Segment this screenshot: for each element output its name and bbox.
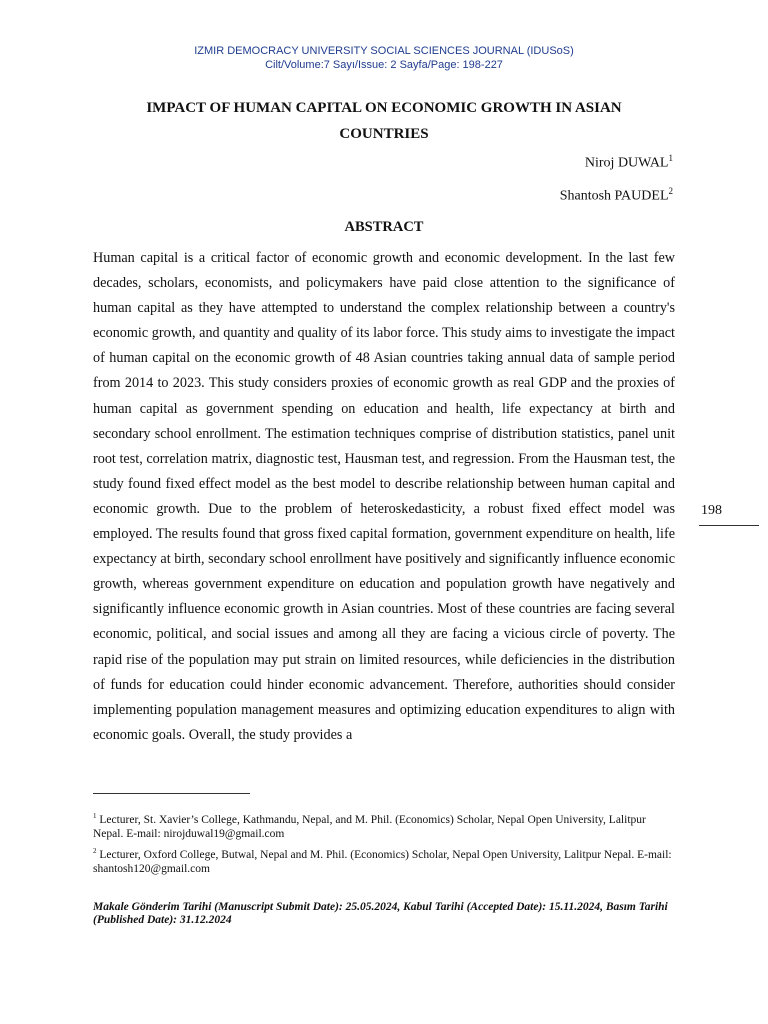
author-2 bbox=[560, 186, 673, 205]
footnote-mark: 1 bbox=[93, 812, 97, 820]
journal-header bbox=[0, 44, 768, 72]
paper-title: IMPACT OF HUMAN CAPITAL ON ECONOMIC GROWTH IN ASIAN COUNTRIES bbox=[146, 100, 622, 142]
journal-name: IZMIR DEMOCRACY UNIVERSITY SOCIAL SCIENCES JOURNAL (IDUSoS) bbox=[194, 45, 574, 57]
author-name: Shantosh PAUDEL bbox=[559, 188, 669, 204]
author-footnote-mark: 1 bbox=[668, 153, 673, 163]
submission-dates: Makale Gönderim Tarihi (Manuscript Submit Date): 25.05.2024, Kabul Tarihi (Accepted Date): 15.11.2024, Basım Tarihi (Published Date): 31.12.2024 bbox=[93, 901, 668, 926]
author-name: Niroj DUWAL bbox=[584, 155, 669, 171]
abstract-heading: ABSTRACT bbox=[344, 219, 424, 235]
volume-info: Cilt/Volume:7 Sayı/Issue: 2 Sayfa/Page: 198-227 bbox=[265, 59, 503, 71]
page-number-rule bbox=[699, 525, 759, 526]
footnote-text: Lecturer, St. Xavier’s College, Kathmandu, Nepal, and M. Phil. (Economics) Scholar, Nepal Open University, Lalitpur Nepal. E-mail: nirojduwal19@gmail.com bbox=[93, 813, 646, 840]
author-footnote-mark: 2 bbox=[668, 186, 673, 196]
page-number: 198 bbox=[701, 503, 722, 518]
footnote-text: Lecturer, Oxford College, Butwal, Nepal and M. Phil. (Economics) Scholar, Nepal Open University, Lalitpur Nepal. E-mail: shantosh120@gmail.com bbox=[93, 848, 672, 875]
footnote-2 bbox=[93, 844, 678, 876]
author-1 bbox=[585, 153, 673, 172]
footnote-mark: 2 bbox=[93, 847, 97, 855]
footnote-divider bbox=[93, 793, 250, 794]
abstract-text: Human capital is a critical factor of economic growth and economic development. In the last few decades, scholars, economists, and policymakers have paid close attention to the significance of human capital as they have attempted to understand the complex relationship between a country's economic growth, and quantity and quality of its labor force. This study aims to investigate the impact of human capital on the economic growth of 48 Asian countries taking annual data of sample period from 2014 to 2023. This study considers proxies of economic growth as real GDP and the proxies of human capital as government spending on education and health, life expectancy at birth and secondary school enrollment. The estimation techniques comprise of distribution statistics, panel unit root test, correlation matrix, diagnostic test, Hausman test, and regression. From the Hausman test, the study found fixed effect model as the best model to describe relationship between human capital and economic growth. Due to the problem of heteroskedasticity, a robust fixed effect model was employed. The results found that gross fixed capital formation, government expenditure on health, life expectancy at birth, secondary school enrollment have positively and significantly influence economic growth, whereas government expenditure on education and population growth have negatively and significantly influence economic growth in Asian countries. Most of these countries are facing several economic, political, and social issues and among all they are facing a vicious circle of poverty. The rapid rise of the population may put strain on limited resources, while deficiencies in the distribution of funds for education could hinder economic advancement. Therefore, authorities should consider implementing population management measures and optimizing education expenditures to align with economic goals. Overall, the study provides a bbox=[93, 250, 675, 743]
footnote-1 bbox=[93, 809, 678, 841]
